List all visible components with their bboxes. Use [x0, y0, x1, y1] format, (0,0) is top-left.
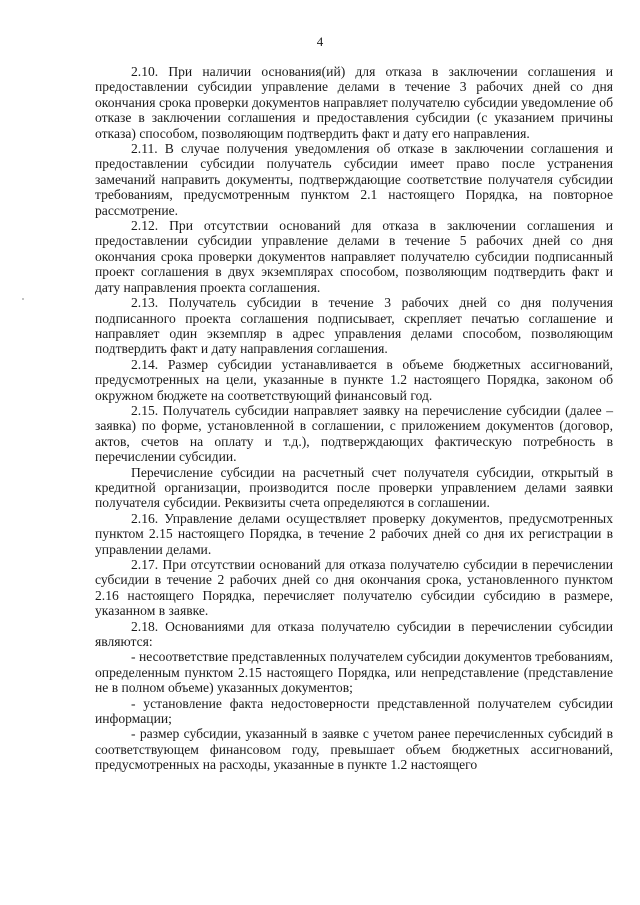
paragraph-2-15: 2.15. Получатель субсидии направляет заявку на перечисление субсидии (далее – заявка) по форме, установленной в соглашении, с приложением документов (договор, актов, счетов на оплату и т.д.), подтверждающих фактическую потребность в перечислении субсидии.	[95, 402, 613, 465]
paragraph-2-13: 2.13. Получатель субсидии в течение 3 рабочих дней со дня получения подписанного проекта соглашения подписывает, скрепляет печатью соглашение и направляет один экземпляр в адрес управления делами способом, позволяющим подтвердить факт и дату направления соглашения.	[95, 295, 613, 357]
paragraph-2-15-transfer: Перечисление субсидии на расчетный счет получателя субсидии, открытый в кредитной организации, производится после проверки управлением делами заявки получателя субсидии. Реквизиты счета определяются в соглашении.	[95, 464, 613, 511]
list-item-unreliable-info: - установление факта недостоверности представленной получателем субсидии информации;	[95, 695, 613, 727]
paragraph-2-14: 2.14. Размер субсидии устанавливается в объеме бюджетных ассигнований, предусмотренных на цели, указанные в пункте 1.2 настоящего Порядка, законом об окружном бюджете на соответствующий финансовый год.	[95, 356, 613, 403]
paragraph-2-16: 2.16. Управление делами осуществляет проверку документов, предусмотренных пунктом 2.15 настоящего Порядка, в течение 2 рабочих дней со дня их регистрации в управлении делами.	[95, 510, 613, 557]
scan-speck	[22, 298, 24, 300]
paragraph-2-10: 2.10. При наличии основания(ий) для отказа в заключении соглашения и предоставлении субсидии управление делами в течение 3 рабочих дней со дня окончания срока проверки документов направляет получателю субсидии уведомление об отказе в заключении соглашения и предоставления субсидии (с указанием причины отказа) способом, позволяющим подтвердить факт и дату его направления.	[95, 64, 613, 141]
paragraph-2-11: 2.11. В случае получения уведомления об отказе в заключении соглашения и предоставлении субсидии получатель субсидии имеет право после устранения замечаний направить документы, подтверждающие соответствие получателя субсидии требованиям, предусмотренным пунктом 2.1 настоящего Порядка, на повторное рассмотрение.	[95, 141, 613, 218]
paragraph-2-18: 2.18. Основаниями для отказа получателю субсидии в перечислении субсидии являются:	[95, 618, 613, 650]
paragraph-2-17: 2.17. При отсутствии оснований для отказа получателю субсидии в перечислении субсидии в течение 2 рабочих дней со дня окончания срока, установленного пунктом 2.16 настоящего Порядка, перечисляет получателю субсидии субсидию в размере, указанном в заявке.	[95, 557, 613, 619]
list-item-noncompliance: - несоответствие представленных получателем субсидии документов требованиям, определенным пунктом 2.15 настоящего Порядка, или непредставление (представление не в полном объеме) указанных документов;	[95, 649, 613, 696]
document-body	[95, 64, 613, 773]
page-number: 4	[316, 34, 324, 49]
list-item-amount-exceeds: - размер субсидии, указанный в заявке с учетом ранее перечисленных субсидий в соответствующем финансовом году, превышает объем бюджетных ассигнований, предусмотренных на расходы, указанные в пункте 1.2 настоящего	[95, 726, 613, 773]
paragraph-2-12: 2.12. При отсутствии оснований для отказа в заключении соглашения и предоставлении субсидии управление делами в течение 5 рабочих дней со дня окончания срока проверки документов направляет получателю субсидии подписанный проект соглашения в двух экземплярах способом, позволяющим подтвердить факт и дату направления проекта соглашения.	[95, 218, 613, 295]
